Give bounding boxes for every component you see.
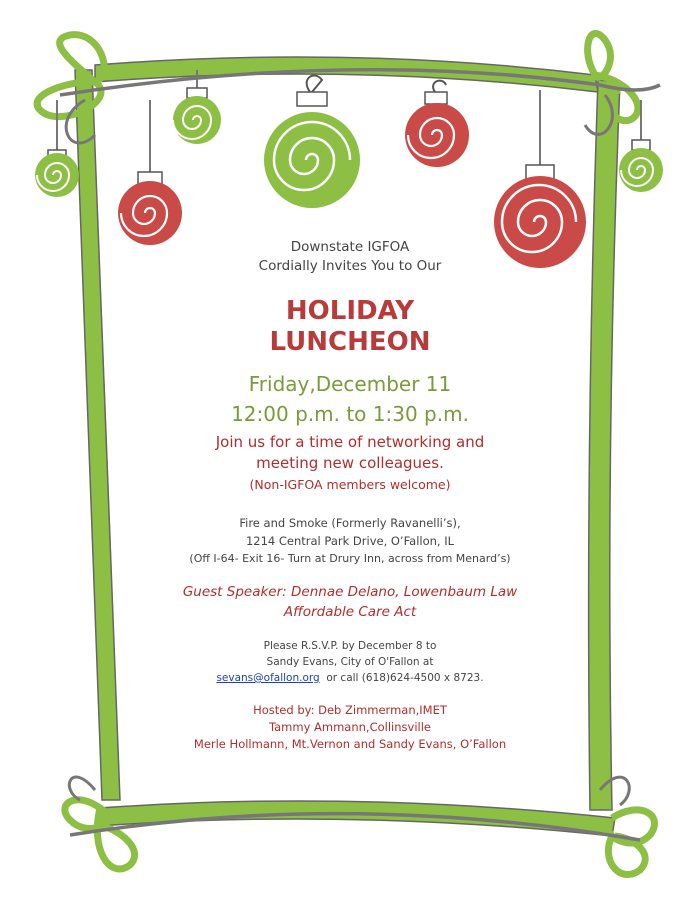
hanger-hook [433, 81, 446, 92]
hanger-hook [307, 76, 322, 92]
rsvp-line2: Sandy Evans, City of O'Fallon at [266, 656, 434, 668]
event-title-line2: LUNCHEON [269, 327, 431, 357]
venue-address: 1214 Central Park Drive, O’Fallon, IL [245, 534, 455, 548]
event-time: 12:00 p.m. to 1:30 p.m. [231, 402, 469, 426]
ornament-cap [297, 92, 327, 106]
venue-directions: (Off I-64- Exit 16- Turn at Drury Inn, across from Menard’s) [189, 552, 511, 565]
ornament-cap [425, 92, 447, 104]
corner-swirl-bottom-right [608, 810, 654, 875]
frame-right-border [589, 80, 620, 810]
ornament-red-center-right [405, 103, 469, 167]
corner-swirl-top-left [37, 35, 104, 117]
join-line2: meeting new colleagues. [256, 454, 444, 472]
ornament-green-small-top [173, 96, 221, 144]
ornament-green-small-right [619, 148, 663, 192]
invitation-body [150, 238, 550, 753]
invite-line: Cordially Invites You to Our [258, 258, 442, 274]
ornament-green-small-left [35, 153, 79, 197]
org-name: Downstate IGFOA [290, 239, 410, 255]
venue-name: Fire and Smoke (Formerly Ravanelli’s), [239, 516, 461, 530]
hosts-line1: Hosted by: Deb Zimmerman,IMET [253, 703, 447, 717]
guest-speaker: Guest Speaker: Dennae Delano, Lowenbaum Law [182, 584, 518, 600]
ornament-green-large-center [264, 112, 360, 208]
frame-bottom-border [98, 801, 615, 836]
welcome-note: (Non-IGFOA members welcome) [249, 477, 451, 492]
event-date: Friday,December 11 [248, 372, 452, 396]
ribbon-bottom-loop [69, 777, 95, 800]
hosts-line2: Tammy Ammann,Collinsville [269, 720, 431, 734]
join-line1: Join us for a time of networking and [215, 433, 485, 451]
event-title-line1: HOLIDAY [285, 296, 415, 326]
rsvp-phone: or call (618)624-4500 x 8723. [319, 672, 484, 684]
frame-left-border [75, 70, 120, 800]
rsvp-contact [150, 670, 550, 686]
rsvp-email-link[interactable]: sevans@ofallon.org [216, 672, 320, 684]
hosts-line3: Merle Hollmann, Mt.Vernon and Sandy Evans, O’Fallon [193, 737, 507, 751]
speaker-topic: Affordable Care Act [283, 604, 417, 620]
ornament-red-left [118, 181, 182, 245]
rsvp-line1: Please R.S.V.P. by December 8 to [263, 640, 437, 652]
